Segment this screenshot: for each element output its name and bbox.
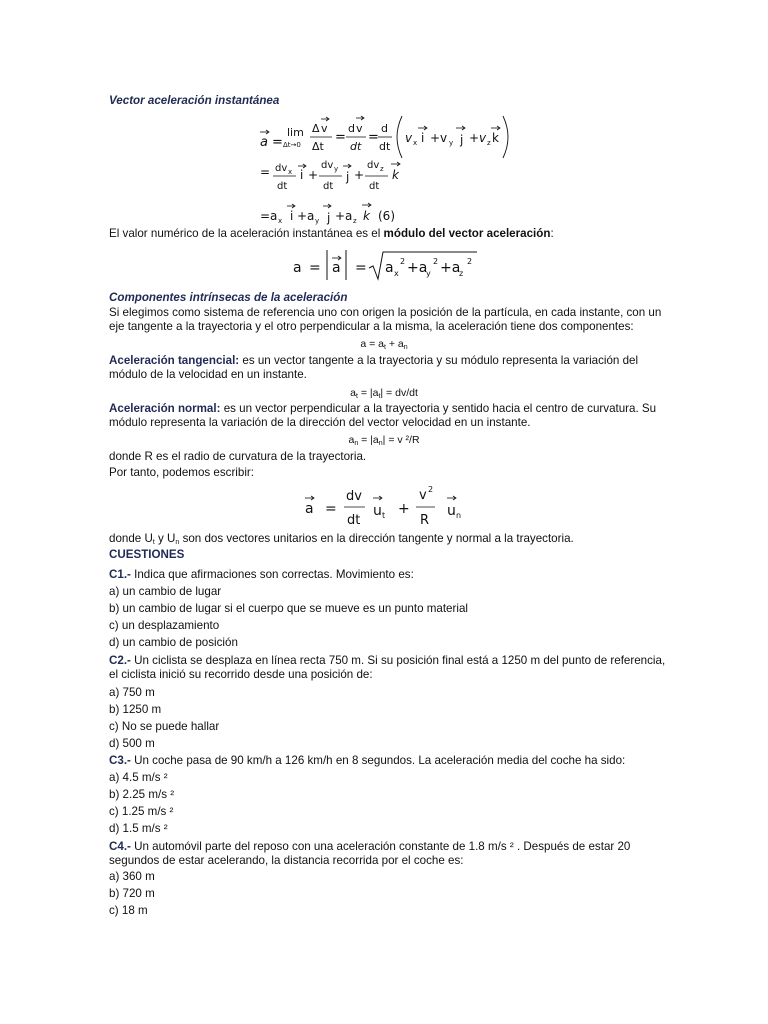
svg-text:a: a xyxy=(260,135,268,150)
tangential-paragraph-line-1 xyxy=(109,354,638,368)
svg-text:=a: =a xyxy=(260,209,278,223)
acceleration-modulus-equation xyxy=(285,246,485,284)
section-title-instantaneous-acceleration: Vector aceleración instantánea xyxy=(109,94,280,107)
question-label: C1.- xyxy=(109,568,131,581)
svg-text:z: z xyxy=(459,269,464,278)
question-4-option: c) 18 m xyxy=(109,904,148,917)
question-4-text-line xyxy=(109,840,630,854)
question-3-text-line xyxy=(109,754,625,768)
question-4-text-line xyxy=(109,854,463,868)
svg-text:+: + xyxy=(308,168,319,182)
question-3-option: a) 4.5 m/s ² xyxy=(109,771,168,784)
svg-text:v: v xyxy=(321,122,328,135)
svg-text:y: y xyxy=(334,165,339,173)
svg-text:z: z xyxy=(487,139,491,147)
modulus-text-bold: módulo del vector aceleración xyxy=(383,227,551,240)
svg-text:x: x xyxy=(288,168,293,176)
svg-text:2: 2 xyxy=(467,257,473,266)
intro-line-1: Si elegimos como sistema de referencia uno con origen la posición de la partícula, en cada instante, con un xyxy=(109,306,662,319)
svg-text:n: n xyxy=(456,511,462,520)
question-2-option: d) 500 m xyxy=(109,737,155,750)
svg-text:v: v xyxy=(479,131,487,145)
svg-text:d: d xyxy=(381,122,388,135)
svg-text:i: i xyxy=(300,168,304,182)
question-text: Un ciclista se desplaza en línea recta 750 m. Si su posición final está a 1250 m del punto de referencia, xyxy=(130,654,666,667)
svg-text:x: x xyxy=(413,139,418,147)
svg-text:=: = xyxy=(325,501,337,517)
question-text: el ciclista inició su recorrido desde una posición de: xyxy=(109,668,373,681)
question-text: Indica que afirmaciones son correctas. Movimiento es: xyxy=(130,568,414,581)
svg-text:lim: lim xyxy=(287,126,304,139)
question-label: C3.- xyxy=(109,754,131,767)
svg-text:k: k xyxy=(492,131,499,145)
question-text: Un coche pasa de 90 km/h a 126 km/h en 8 segundos. La aceleración media del coche ha sido: xyxy=(130,754,626,767)
svg-text:u: u xyxy=(447,503,456,519)
svg-text:i: i xyxy=(421,131,425,145)
normal-paragraph-line-1 xyxy=(109,402,656,416)
svg-text:dv: dv xyxy=(275,163,288,174)
svg-text:j: j xyxy=(327,211,331,225)
svg-text:dt: dt xyxy=(323,181,334,192)
svg-text:=: = xyxy=(309,260,321,276)
unit-vectors-text: son dos vectores unitarios en la dirección tangente y normal a la trayectoria. xyxy=(182,532,574,545)
question-text: segundos de estar acelerando, la distancia recorrida por el coche es: xyxy=(109,854,464,867)
svg-text:a: a xyxy=(332,260,341,276)
normal-formula: $a_n = |a_n| = v$ ²/R xyxy=(348,434,420,447)
normal-paragraph-line-2: módulo representa la variación de la dirección del vector velocidad en un instante. xyxy=(109,416,531,429)
tangential-paragraph-line-2: módulo de la velocidad en un instante. xyxy=(109,368,307,381)
unit-vectors-paragraph: donde $U_t$ y $U_n$ son dos vectores unitarios en la dirección tangente y normal a la trayectoria. xyxy=(109,532,574,546)
svg-text:Δ: Δ xyxy=(312,122,320,135)
section-title-intrinsic-components: Componentes intrínsecas de la aceleración xyxy=(109,291,348,304)
question-1-option: a) un cambio de lugar xyxy=(109,585,222,598)
svg-text:+: + xyxy=(398,501,410,517)
svg-text:y: y xyxy=(449,139,454,147)
tangential-formula: $a_t = |a_t| = dv/dt$ xyxy=(350,387,418,400)
svg-text:dt: dt xyxy=(379,140,391,153)
modulus-text-end: : xyxy=(550,227,554,240)
svg-text:+a: +a xyxy=(297,209,315,223)
tangential-label: Aceleración tangencial: xyxy=(109,354,240,367)
svg-text:Δt: Δt xyxy=(312,140,324,153)
svg-text:k: k xyxy=(363,209,370,223)
svg-text:dt: dt xyxy=(347,513,361,528)
normal-text: es un vector perpendicular a la trayectoria y sentido hacia el centro de curvatura. Su xyxy=(220,402,657,415)
question-4-option: b) 720 m xyxy=(109,887,155,900)
question-2-text-line xyxy=(109,668,373,682)
svg-text:a: a xyxy=(385,260,394,276)
svg-text:v: v xyxy=(419,488,427,503)
svg-text:z: z xyxy=(353,217,357,225)
questions-heading: CUESTIONES xyxy=(109,548,185,561)
svg-text:v: v xyxy=(356,122,363,135)
acceleration-sum-formula: $a = a_t + a_n$ xyxy=(360,338,408,351)
question-4-option: a) 360 m xyxy=(109,870,155,883)
svg-text:+v: +v xyxy=(430,131,448,145)
question-1-text-line xyxy=(109,568,414,582)
svg-text:z: z xyxy=(380,165,384,173)
question-3-option: d) 1.5 m/s ² xyxy=(109,822,168,835)
svg-text:x: x xyxy=(278,217,283,225)
question-2-option: a) 750 m xyxy=(109,686,155,699)
question-label: C2.- xyxy=(109,654,131,667)
therefore-text: Por tanto, podemos escribir: xyxy=(109,466,254,479)
svg-text:y: y xyxy=(426,269,431,278)
svg-text:=: = xyxy=(368,130,379,145)
svg-text:(6): (6) xyxy=(378,209,395,223)
question-2-option: b) 1250 m xyxy=(109,703,162,716)
svg-text:a: a xyxy=(305,501,314,517)
svg-text:Δt→0: Δt→0 xyxy=(283,141,301,149)
acceleration-definition-equation xyxy=(250,108,520,228)
svg-text:=: = xyxy=(260,165,271,179)
svg-text:=: = xyxy=(355,260,367,276)
svg-text:dv: dv xyxy=(367,160,380,171)
svg-text:j: j xyxy=(460,133,464,147)
question-1-option: d) un cambio de posición xyxy=(109,636,238,649)
question-label: C4.- xyxy=(109,840,131,853)
svg-text:i: i xyxy=(290,209,294,223)
svg-text:dv: dv xyxy=(321,160,334,171)
normal-label: Aceleración normal: xyxy=(109,402,221,415)
intrinsic-acceleration-equation xyxy=(295,480,475,530)
svg-text:d: d xyxy=(348,122,355,135)
svg-text:dt: dt xyxy=(350,140,362,153)
svg-text:dt: dt xyxy=(369,181,380,192)
svg-text:=: = xyxy=(272,135,283,150)
svg-text:dt: dt xyxy=(277,181,288,192)
svg-text:+a: +a xyxy=(407,260,428,276)
question-1-option: c) un desplazamiento xyxy=(109,619,220,632)
svg-text:2: 2 xyxy=(428,485,434,494)
svg-text:+: + xyxy=(469,131,480,145)
question-text: Un automóvil parte del reposo con una aceleración constante de 1.8 m/s ² . Después de estar 20 xyxy=(130,840,631,853)
modulus-text: El valor numérico de la aceleración instantánea es el xyxy=(109,227,384,240)
svg-text:+a: +a xyxy=(335,209,353,223)
svg-text:R: R xyxy=(420,513,430,528)
svg-text:=: = xyxy=(335,130,346,145)
svg-text:u: u xyxy=(373,503,382,519)
svg-text:2: 2 xyxy=(433,257,439,266)
svg-text:v: v xyxy=(405,131,413,145)
svg-text:j: j xyxy=(346,170,350,184)
question-1-option: b) un cambio de lugar si el cuerpo que se mueve es un punto material xyxy=(109,602,468,615)
svg-text:a: a xyxy=(293,260,302,276)
question-3-option: c) 1.25 m/s ² xyxy=(109,805,174,818)
svg-text:+a: +a xyxy=(440,260,461,276)
tangential-text: es un vector tangente a la trayectoria y su módulo representa la variación del xyxy=(239,354,639,367)
svg-text:x: x xyxy=(394,269,399,278)
intro-line-2: eje tangente a la trayectoria y el otro perpendicular a la misma, la aceleración tiene dos componentes: xyxy=(109,320,634,333)
modulus-paragraph xyxy=(109,227,554,241)
question-3-option: b) 2.25 m/s ² xyxy=(109,788,175,801)
radius-text: donde R es el radio de curvatura de la trayectoria. xyxy=(109,450,367,463)
question-2-option: c) No se puede hallar xyxy=(109,720,220,733)
svg-text:y: y xyxy=(315,217,320,225)
svg-text:+: + xyxy=(354,168,365,182)
question-2-text-line xyxy=(109,654,665,668)
svg-text:dv: dv xyxy=(346,489,362,504)
svg-text:t: t xyxy=(382,511,386,520)
svg-text:k: k xyxy=(392,168,399,182)
svg-text:2: 2 xyxy=(400,257,406,266)
